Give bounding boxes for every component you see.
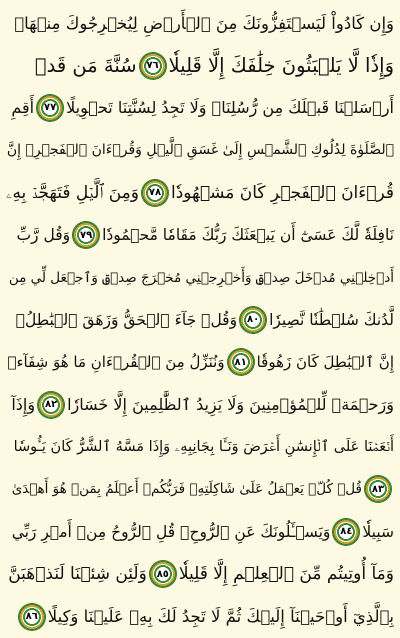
verse-number-marker: ٧٨ bbox=[142, 180, 168, 206]
verse-number-marker: ٨٤ bbox=[333, 519, 359, 545]
text-line bbox=[6, 256, 394, 298]
verse-text: وَإِذٗا لَّا يَلۡبَثُونَ خِلَٰفَكَ إِلَّا قَلِيلٗا bbox=[168, 54, 394, 78]
verse-text: أَنۡعَمۡنَا عَلَى ٱلۡإِنسَٰنِ أَعۡرَضَ وَنَـَٔا بِجَانِبِهِۦ وَإِذَا مَسَّهُ ٱلشَّرُّ كَانَ يَـُٔوسٗا bbox=[13, 439, 394, 456]
text-line bbox=[6, 511, 394, 553]
verse-text: وَمَآ أُوتِيتُم مِّنَ ٱلۡعِلۡمِ إِلَّا قَلِيلٗا bbox=[178, 564, 394, 585]
text-line bbox=[6, 468, 394, 510]
verse-text: وَقُلۡ جَآءَ ٱلۡحَقُّ وَزَهَقَ ٱلۡبَٰطِلُۚ bbox=[15, 310, 238, 329]
text-line bbox=[6, 299, 394, 341]
verse-text: وَرَحۡمَةٞ لِّلۡمُؤۡمِنِينَ وَلَا يَزِيدُ ٱلظَّٰلِمِينَ إِلَّا خَسَارٗا bbox=[67, 395, 394, 415]
verse-text: قُلۡ كُلّٞ يَعۡمَلُ عَلَىٰ شَاكِلَتِهِۦ فَرَبُّكُمۡ أَعۡلَمُ بِمَنۡ هُوَ أَهۡدَىٰ bbox=[11, 481, 362, 498]
verse-text: وَإِذَآ bbox=[11, 395, 36, 415]
verse-text: إِنَّ ٱلۡبَٰطِلَ كَانَ زَهُوقٗا bbox=[256, 353, 394, 372]
verse-text: قُرۡءَانَ ٱلۡفَجۡرِ كَانَ مَشۡهُودٗا bbox=[170, 182, 394, 203]
verse-number-marker: ٧٦ bbox=[140, 53, 166, 79]
verse-number-marker: ٨٥ bbox=[150, 561, 176, 587]
verse-number-marker: ٨٦ bbox=[19, 604, 45, 630]
text-line bbox=[6, 426, 394, 468]
verse-text: وَلَئِن شِئۡنَا لَنَذۡهَبَنَّ bbox=[8, 564, 147, 585]
verse-number-marker: ٧٧ bbox=[37, 95, 63, 121]
verse-text: وَمِنَ ٱلَّيۡلِ فَتَهَجَّدۡ بِهِۦ bbox=[6, 182, 139, 203]
verse-text: نَافِلَةٗ لَّكَ عَسَىٰٓ أَن يَبۡعَثَكَ رَبُّكَ مَقَامٗا مَّحۡمُودٗا bbox=[102, 226, 394, 245]
verse-text: أَقِمِ bbox=[11, 98, 35, 118]
text-line bbox=[6, 2, 394, 44]
verse-number-marker: ٨٠ bbox=[240, 307, 266, 333]
verse-text: وَإِن كَادُواْ لَيَسۡتَفِزُّونَكَ مِنَ ٱلۡأَرۡضِ لِيُخۡرِجُوكَ مِنۡهَاۖ bbox=[14, 13, 394, 33]
text-line bbox=[6, 214, 394, 256]
text-line bbox=[6, 172, 394, 214]
text-line bbox=[6, 129, 394, 171]
verse-text: أَرۡسَلۡنَا قَبۡلَكَ مِن رُّسُلِنَاۖ وَلَا تَجِدُ لِسُنَّتِنَا تَحۡوِيلًا bbox=[66, 98, 394, 118]
verse-text: وَيَسۡـَٔلُونَكَ عَنِ ٱلرُّوحِۖ قُلِ ٱلرُّوحُ مِنۡ أَمۡرِ رَبِّي bbox=[11, 522, 331, 541]
verse-text: وَنُنَزِّلُ مِنَ ٱلۡقُرۡءَانِ مَا هُوَ شِفَآءٞ bbox=[7, 353, 225, 372]
text-line bbox=[6, 87, 394, 129]
text-line bbox=[6, 384, 394, 426]
verse-number-marker: ٨٢ bbox=[38, 392, 64, 418]
verse-text: سُنَّةَ مَن قَدۡ bbox=[34, 54, 137, 78]
text-line bbox=[6, 341, 394, 383]
verse-text: سَبِيلٗا bbox=[362, 522, 394, 541]
verse-text: أَدۡخِلۡنِي مُدۡخَلَ صِدۡقٖ وَأَخۡرِجۡنِي مُخۡرَجَ صِدۡقٖ وَٱجۡعَل لِّي مِن bbox=[8, 269, 394, 286]
verse-text: بِٱلَّذِيٓ أَوۡحَيۡنَآ إِلَيۡكَ ثُمَّ لَا تَجِدُ لَكَ بِهِۦ عَلَيۡنَا وَكِيلًا bbox=[47, 607, 394, 627]
verse-text: ٱلصَّلَوٰةَ لِدُلُوكِ ٱلشَّمۡسِ إِلَىٰ غَسَقِ ٱلَّيۡلِ وَقُرۡءَانَ ٱلۡفَجۡرِۖ إِنَّ bbox=[6, 142, 394, 159]
verse-text: وَقُل رَّبِّ bbox=[16, 226, 71, 245]
text-line bbox=[6, 595, 394, 637]
verse-number-marker: ٨١ bbox=[228, 349, 254, 375]
verse-text: لَّدُنكَ سُلۡطَٰنٗا نَّصِيرٗا bbox=[269, 310, 394, 329]
verse-number-marker: ٨٣ bbox=[365, 476, 391, 502]
text-line bbox=[6, 44, 394, 86]
text-line bbox=[6, 553, 394, 595]
verse-number-marker: ٧٩ bbox=[73, 222, 99, 248]
